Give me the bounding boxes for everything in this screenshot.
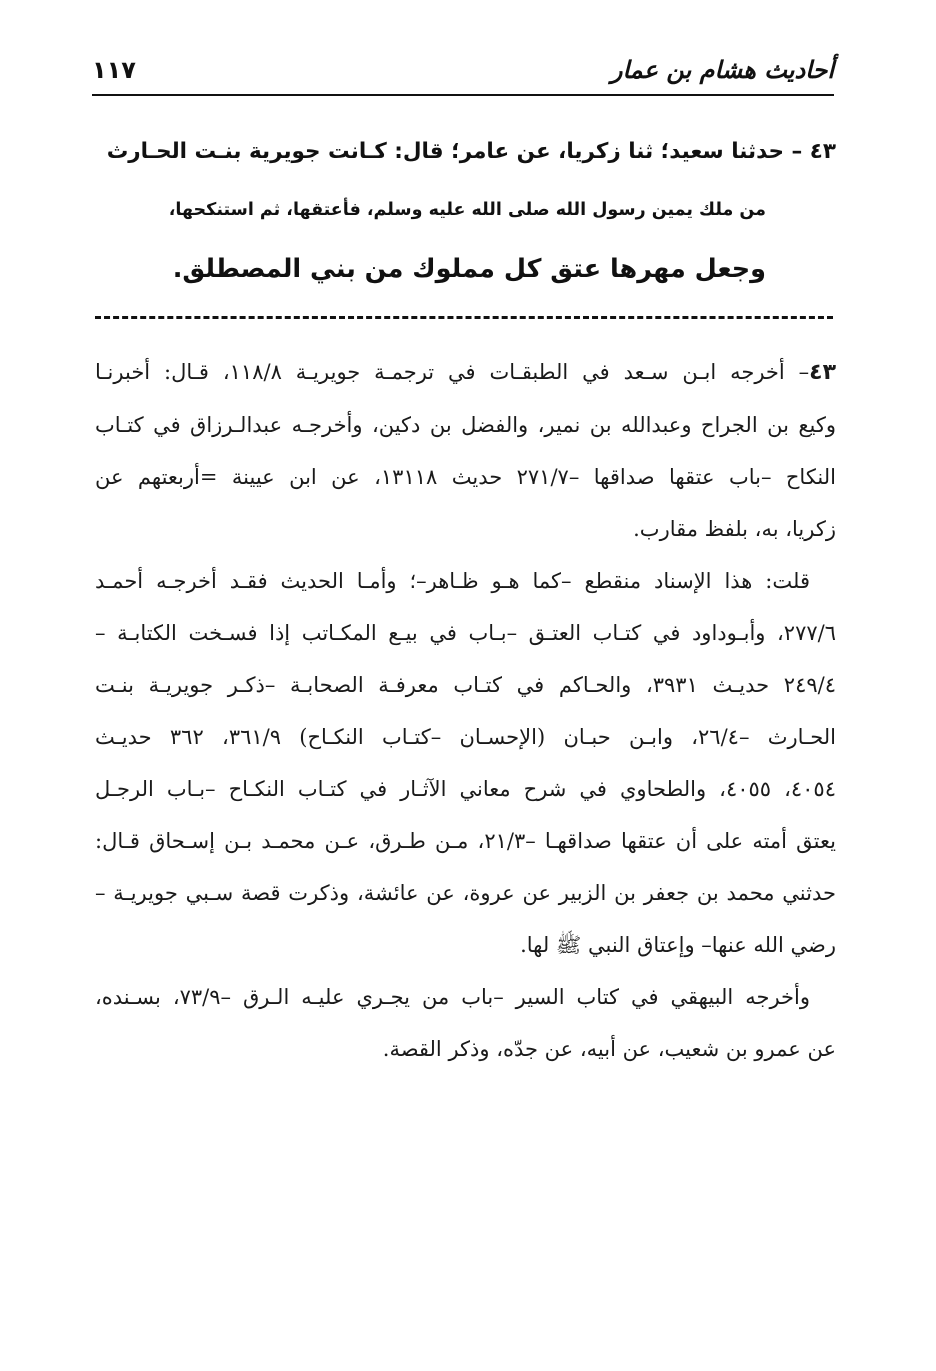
footnote-line: وأخرجه البيهقي في كتاب السير –باب من يجـري عليـه الـرق –٧٣/٩، بسـنده، <box>95 985 810 1009</box>
footnote-paragraph <box>95 346 836 555</box>
footnote-line: ٢٤٩/٤ حديـث ٣٩٣١، والحـاكم في كتـاب معرفـة الصحابـة –ذكـر جويريـة بنـت <box>95 673 836 697</box>
hadith-line: وجعل مهرها عتق كل مملوك من بني المصطلق. <box>172 254 766 284</box>
running-header <box>92 50 834 96</box>
footnote-paragraph <box>95 971 836 1075</box>
footnote-paragraph <box>95 555 836 971</box>
hadith-line: من ملك يمين رسول الله صلى الله عليه وسلم، فأعتقها، ثم استنكحها، <box>168 200 766 220</box>
footnote-line-text: – أخرجه ابـن سـعد في الطبقـات في ترجمـة جويريـة ١١٨/٨، قـال: أخبرنـا <box>95 360 810 384</box>
footnote-line: حدثني محمد بن جعفر بن الزبير عن عروة، عن عائشة، وذكرت قصة سـبي جويريـة – <box>95 881 836 905</box>
footnote-line: رضي الله عنها– وإعتاق النبي ﷺ لها. <box>520 933 836 957</box>
footnote-number: ٤٣ <box>809 360 837 385</box>
footnote-line: زكريا، به، بلفظ مقارب. <box>633 517 836 541</box>
footnote-line: النكاح –باب عتقها صداقها –٢٧١/٧ حديث ١٣١١٨، عن ابن عيينة =أربعتهم عن <box>95 465 836 489</box>
footnote-line: الحـارث –٢٦/٤، وابـن حبـان (الإحسـان –كتـاب النكـاح) ٣٦١/٩، ٣٦٢ حديـث <box>95 725 836 749</box>
page-number: ١١٧ <box>92 56 136 84</box>
footnote-line: يعتق أمته على أن عتقها صداقهـا –٢١/٣، مـن طـرق، عـن محمـد بـن إسـحاق قـال: <box>95 829 836 853</box>
book-title: أحاديث هشام بن عمار <box>610 56 834 84</box>
footnotes <box>95 346 836 1075</box>
footnote-line: وكيع بن الجراح وعبدالله بن نمير، والفضل بن دكين، وأخرجـه عبدالـرزاق في كتـاب <box>95 413 836 437</box>
footnote-line: عن عمرو بن شعيب، عن أبيه، عن جدّه، وذكر القصة. <box>382 1037 836 1061</box>
footnote-line <box>95 346 836 399</box>
footnote-line: ٤٠٥٤، ٤٠٥٥، والطحاوي في شرح معاني الآثـار في كتـاب النكـاح –بـاب الرجـل <box>95 777 836 801</box>
hadith-text <box>94 122 836 299</box>
footnote-line: قلت: هذا الإسناد منقطع –كما هـو ظـاهر–؛ وأمـا الحديث فقـد أخرجـه أحمـد <box>95 569 810 593</box>
footnote-line: ٢٧٧/٦، وأبـوداود في كتـاب العتـق –بـاب في بيـع المكـاتب إذا فسـخت الكتابـة – <box>95 621 836 645</box>
hadith-line: ٤٣ – حدثنا سعيد؛ ثنا زكريا، عن عامر؛ قال: كـانت جويرية بنـت الحـارث <box>106 139 836 164</box>
dashed-separator <box>95 316 833 319</box>
